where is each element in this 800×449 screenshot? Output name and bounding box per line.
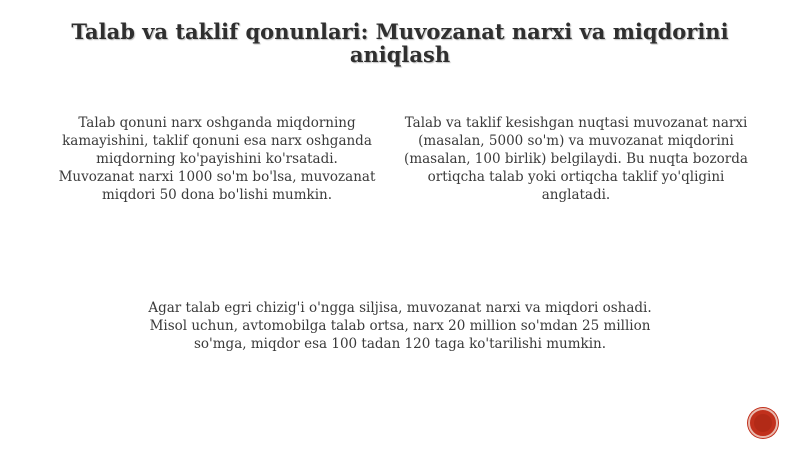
- paragraph-left: Talab qonuni narx oshganda miqdorning kamayishini, taklif qonuni esa narx oshganda miqdorning ko'payishini ko'rsatadi. Muvozanat narxi 1000 so'm bo'lsa, muvozanat miqdori 50 dona bo'lishi mumkin.: [58, 115, 376, 203]
- paragraph-right: Talab va taklif kesishgan nuqtasi muvozanat narxi (masalan, 5000 so'm) va muvozanat miqdorini (masalan, 100 birlik) belgilaydi. Bu nuqta bozorda ortiqcha talab yoki ortiqcha taklif yo'qligini anglatadi.: [404, 115, 748, 203]
- circle-nav-icon: [754, 414, 772, 432]
- paragraph-bottom: Agar talab egri chizig'i o'ngga siljisa, muvozanat narxi va miqdori oshadi. Misol uchun, avtomobilga talab ortsa, narx 20 million so'mdan 25 million so'mga, miqdor esa 100 tadan 120 taga ko'tarilishi mumkin.: [148, 300, 652, 352]
- next-slide-button[interactable]: [748, 408, 778, 438]
- slide-title: Talab va taklif qonunlari: Muvozanat narxi va miqdorini aniqlash: [71, 19, 729, 67]
